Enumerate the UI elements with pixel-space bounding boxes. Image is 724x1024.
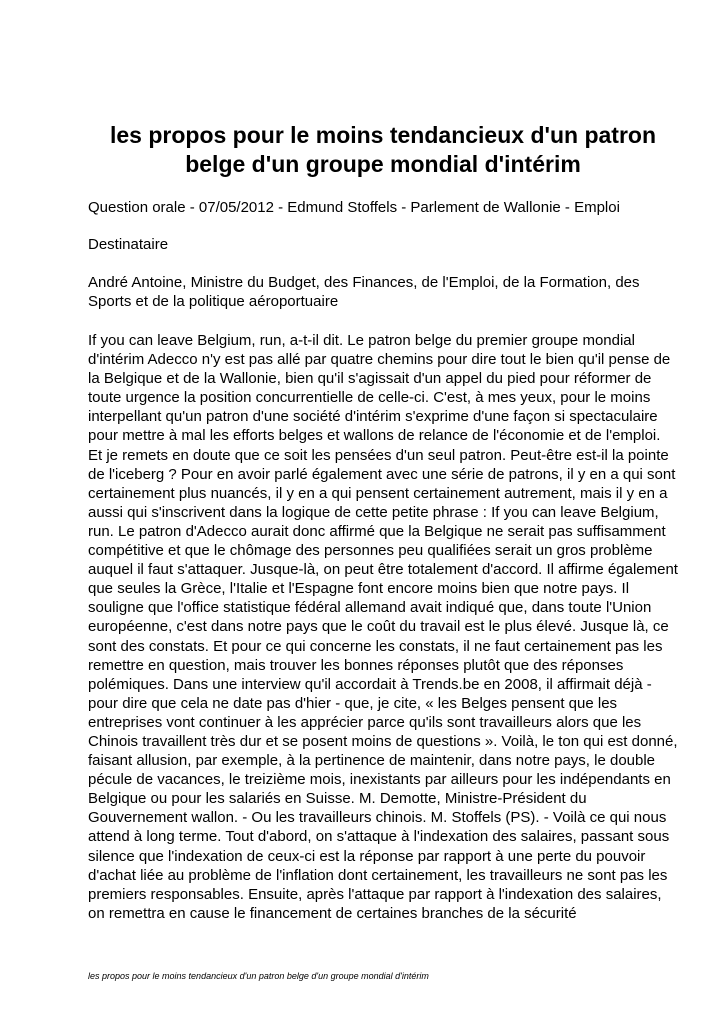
question-body: If you can leave Belgium, run, a-t-il dit. Le patron belge du premier groupe mondial d'intérim Adecco n'y est pas allé par quatre chemins pour dire tout le bien qu'il pense de la Belgique et de la Wallonie, bien qu'il s'agissait d'un appel du pied pour réformer de toute urgence la position concurrentielle de celle-ci. C'est, à mes yeux, pour le moins interpellant qu'un patron d'une société d'intérim s'exprime d'une façon si spectaculaire pour mettre à mal les efforts belges et wallons de relance de l'économie et de l'emploi. Et je remets en doute que ce soit les pensées d'un seul patron. Peut-être est-il la pointe de l'iceberg ? Pour en avoir parlé également avec une série de patrons, il y en a qui sont certainement plus nuancés, il y en a qui pensent certainement autrement, mais il y en a aussi qui s'inscrivent dans la logique de cette petite phrase : If you can leave Belgium, run. Le patron d'Adecco aurait donc affirmé que la Belgique ne serait pas suffisamment compétitive et que le chômage des personnes peu qualifiées serait un gros problème auquel il faut s'attaquer. Jusque-là, on peut être totalement d'accord. Il affirme également que seules la Grèce, l'Italie et l'Espagne font encore moins bien que notre pays. Il souligne que l'office statistique fédéral allemand avait indiqué que, dans toute l'Union européenne, c'est dans notre pays que le coût du travail est le plus élevé. Jusque là, ce sont des constats. Et pour ce qui concerne les constats, il ne faut certainement pas les remettre en question, mais trouver les bonnes réponses plutôt que des réponses polémiques. Dans une interview qu'il accordait à Trends.be en 2008, il affirmait déjà - pour dire que cela ne date pas d'hier - que, je cite, « les Belges pensent que les entreprises vont continuer à les apprécier parce qu'ils sont travailleurs alors que les Chinois travaillent très dur et se posent moins de questions ». Voilà, le ton qui est donné, faisant allusion, par exemple, à la pertinence de maintenir, dans notre pays, le double pécule de vacances, le treizième mois, inexistants par ailleurs pour les indépendants en Belgique ou pour les salariés en Suisse. M. Demotte, Ministre-Président du Gouvernement wallon. - Ou les travailleurs chinois. M. Stoffels (PS). - Voilà ce qui nous attend à long terme. Tout d'abord, on s'attaque à l'indexation des salaires, passant sous silence que l'indexation de ceux-ci est la réponse par rapport à une perte du pouvoir d'achat liée au problème de l'inflation dont certainement, les travailleurs ne sont pas les premiers responsables. Ensuite, après l'attaque par rapport à l'indexation des salaires, on remettra en cause le financement de certaines branches de la sécurité [88, 332, 678, 922]
document-meta: Question orale - 07/05/2012 - Edmund Stoffels - Parlement de Wallonie - Emploi [88, 199, 620, 216]
destinataire-label: Destinataire [88, 236, 169, 253]
document-title: les propos pour le moins tendancieux d'un patron belge d'un groupe mondial d'intérim [109, 122, 657, 177]
recipient-text: André Antoine, Ministre du Budget, des Finances, de l'Emploi, de la Formation, des Sports et de la politique aéroportuaire [88, 274, 640, 310]
page-footer: les propos pour le moins tendancieux d'un patron belge d'un groupe mondial d'intérim [88, 971, 429, 981]
